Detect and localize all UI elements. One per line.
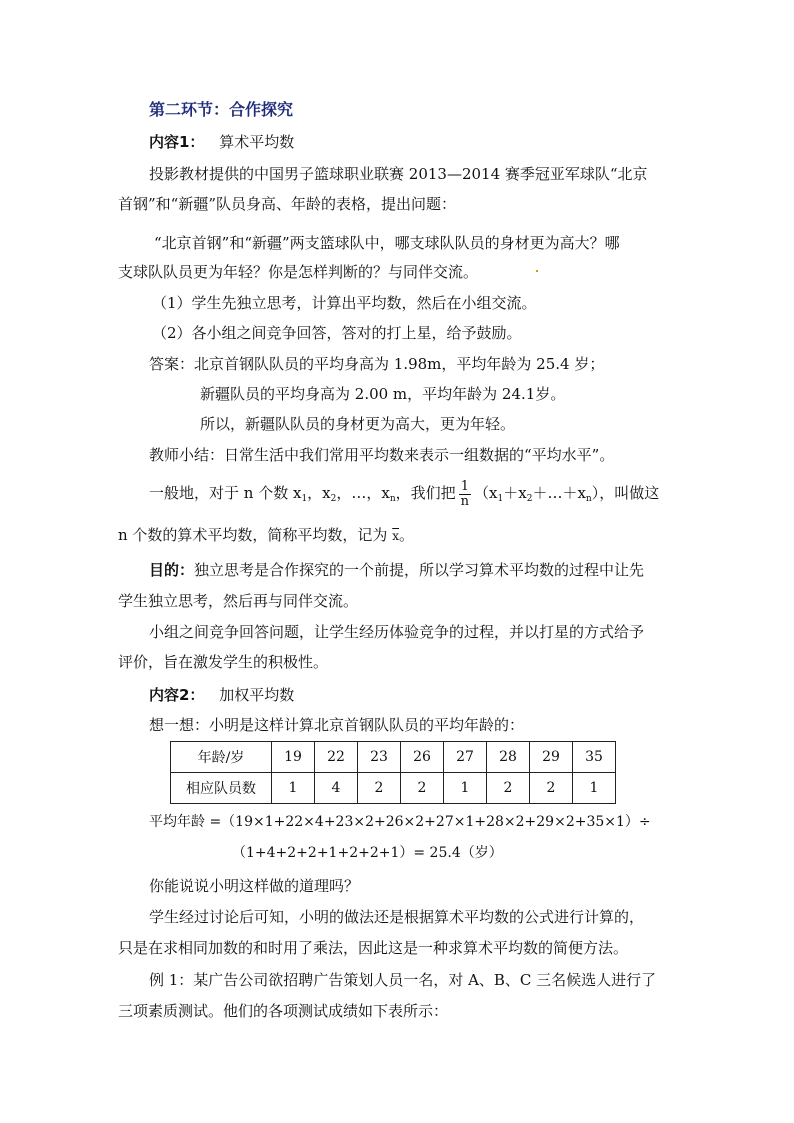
table-row (171, 742, 616, 773)
table-cell: 26 (401, 742, 444, 773)
answer-line-2: 新疆队员的平均身高为 2.00 m，平均年龄为 24.1岁。 (200, 385, 566, 403)
answer-line-3: 所以，新疆队队员的身材更为高大，更为年轻。 (200, 415, 516, 433)
content2-label: 内容2： (149, 686, 205, 704)
one-over-n-fraction: $\frac{1}{n}$ (460, 478, 470, 509)
general-definition-line-2: n 个数的算术平均数，简称平均数，记为 $\overline{x}$。 (118, 526, 415, 544)
table-cell: 28 (487, 742, 530, 773)
avg-formula-line-1: 平均年龄 =（19×1+22×4+23×2+26×2+27×1+28×2+29×2+35×1）÷ (149, 814, 651, 830)
ask-question: 你能说说小明这样做的道理吗？ (149, 877, 360, 895)
general-pre: 一般地，对于 n 个数 x (149, 484, 302, 502)
table-cell: 2 (358, 773, 401, 804)
general-post: ，叫做这 (599, 484, 660, 502)
section-title: 第二环节：合作探究 (149, 100, 294, 119)
table-cell: 29 (530, 742, 573, 773)
table-cell: 1 (444, 773, 487, 804)
table-cell: 2 (487, 773, 530, 804)
table-cell: 35 (573, 742, 616, 773)
purpose-line-4: 评价，旨在激发学生的积极性。 (118, 653, 329, 671)
purpose-line-3: 小组之间竞争回答问题，让学生经历体验竞争的过程，并以打星的方式给予 (149, 623, 645, 641)
discussion-line-1: 学生经过讨论后可知，小明的做法还是根据算术平均数的公式进行计算的， (149, 908, 645, 926)
table-header-cell: 年龄/岁 (171, 742, 272, 773)
table-cell: 19 (272, 742, 315, 773)
purpose-line-2: 学生独立思考，然后再与同伴交流。 (118, 592, 359, 610)
teacher-summary: 教师小结：日常生活中我们常用平均数来表示一组数据的“平均水平”。 (149, 446, 615, 464)
table-header-cell: 相应队员数 (171, 773, 272, 804)
x-bar-symbol: $\overline{x}$ (392, 529, 399, 543)
discussion-line-2: 只是在求相同加数的和时用了乘法，因此这是一种求算术平均数的简便方法。 (118, 939, 629, 957)
example-line-2: 三项素质测试。他们的各项测试成绩如下表所示： (118, 1002, 449, 1020)
general-definition: 一般地，对于 n 个数 $x_1$，$x_2$，…，$x_n$，我们把 $\frac{1}{n}$ $(x_1+x_2+\dots+x_n)$，叫做这 (149, 478, 660, 509)
step-1: （1）学生先独立思考，计算出平均数，然后在小组交流。 (152, 294, 537, 312)
table-cell: 2 (401, 773, 444, 804)
content1-heading (149, 132, 294, 152)
content1-label: 内容1： (149, 133, 205, 151)
table-cell: 4 (315, 773, 358, 804)
think-prompt: 想一想：小明是这样计算北京首钢队队员的平均年龄的： (149, 716, 525, 734)
table-cell: 1 (272, 773, 315, 804)
purpose-line-1: 目的：独立思考是合作探究的一个前提，所以学习算术平均数的过程中让先 (149, 561, 645, 579)
table-cell: 27 (444, 742, 487, 773)
stray-dot (536, 270, 538, 272)
content2-heading (149, 685, 294, 705)
step-2: （2）各小组之间竞争回答，答对的打上星，给予鼓励。 (152, 324, 522, 342)
table-cell: 2 (530, 773, 573, 804)
table-row (171, 773, 616, 804)
intro-line-2: 首钢”和“新疆”队员身高、年龄的表格，提出问题： (118, 195, 457, 213)
example-line-1: 例 1：某广告公司欲招聘广告策划人员一名，对 A、B、C 三名候选人进行了 (149, 971, 657, 989)
age-table (170, 741, 616, 804)
answer-line-1: 答案：北京首钢队队员的平均身高为 1.98m，平均年龄为 25.4 岁； (149, 355, 605, 373)
table-cell: 1 (573, 773, 616, 804)
question-line-1: “北京首钢”和“新疆”两支篮球队中，哪支球队队员的身材更为高大？哪 (154, 234, 620, 252)
table-cell: 23 (358, 742, 401, 773)
content1-title: 算术平均数 (219, 133, 295, 151)
content2-title: 加权平均数 (219, 686, 295, 704)
purpose-label: 目的： (149, 561, 195, 579)
question-line-2: 支球队队员更为年轻？你是怎样判断的？与同伴交流。 (118, 263, 479, 281)
table-cell: 22 (315, 742, 358, 773)
avg-formula-line-2: （1+4+2+2+1+2+2+1）= 25.4（岁） (232, 845, 503, 861)
intro-line-1: 投影教材提供的中国男子篮球职业联赛 2013—2014 赛季冠亚军球队“北京 (149, 165, 648, 183)
